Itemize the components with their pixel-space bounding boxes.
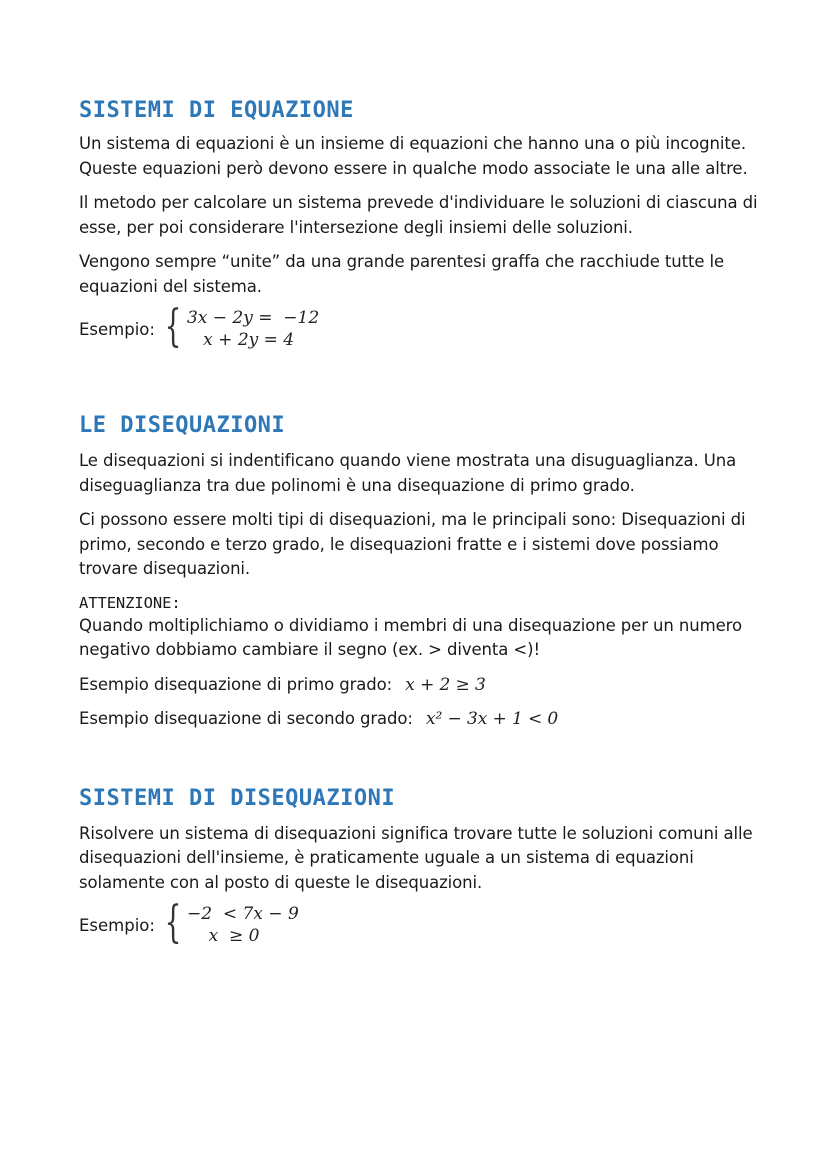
example-secondo-grado bbox=[79, 707, 759, 732]
equation-line: 3x − 2y = −12 bbox=[186, 308, 320, 328]
equation-line: x + 2y = 4 bbox=[186, 330, 295, 350]
inequality-math: x² − 3x + 1 < 0 bbox=[426, 709, 559, 729]
example-system-equazioni bbox=[79, 301, 759, 352]
example-label: Esempio: bbox=[79, 319, 155, 339]
inequality-line: x ≥ 0 bbox=[186, 926, 260, 946]
example-label: Esempio disequazione di secondo grado: bbox=[79, 709, 413, 728]
paragraph: Ci possono essere molti tipi di disequazioni, ma le principali sono: Disequazioni di primo, secondo e terzo grado, le disequazioni fratte e i sistemi dove possiamo trovare disequazioni. bbox=[79, 510, 746, 578]
paragraph: Il metodo per calcolare un sistema prevede d'individuare le soluzioni di ciascuna di esse, per poi considerare l'intersezione degli insiemi delle soluzioni. bbox=[79, 193, 758, 237]
example-primo-grado bbox=[79, 673, 759, 698]
paragraph: Le disequazioni si indentificano quando viene mostrata una disuguaglianza. Una diseguaglianza tra due polinomi è una disequazione di primo grado. bbox=[79, 451, 737, 495]
attention-text: Quando moltiplichiamo o dividiamo i membri di una disequazione per un numero negativo dobbiamo cambiare il segno (ex. > diventa <)! bbox=[79, 615, 742, 659]
curly-brace-icon: { bbox=[164, 897, 182, 948]
section-title-sistemi-disequazioni: SISTEMI DI DISEQUAZIONI bbox=[79, 785, 396, 811]
curly-brace-icon: { bbox=[164, 301, 182, 352]
inequality-system bbox=[187, 903, 299, 947]
paragraph: Vengono sempre “unite” da una grande parentesi graffa che racchiude tutte le equazioni del sistema. bbox=[79, 252, 725, 296]
paragraph: Un sistema di equazioni è un insieme di equazioni che hanno una o più incognite. Queste equazioni però devono essere in qualche modo associate le una alle altre. bbox=[79, 134, 748, 178]
attention-label: ATTENZIONE: bbox=[79, 593, 181, 612]
section-title-disequazioni: LE DISEQUAZIONI bbox=[79, 413, 286, 438]
document-page bbox=[79, 96, 759, 947]
example-label: Esempio: bbox=[79, 915, 155, 935]
inequality-math: x + 2 ≥ 3 bbox=[405, 674, 486, 695]
example-label: Esempio disequazione di primo grado: bbox=[79, 674, 393, 694]
inequality-line: −2 < 7x − 9 bbox=[186, 904, 299, 924]
equation-system bbox=[187, 307, 319, 351]
example-system-disequazioni bbox=[79, 897, 759, 948]
section-title-sistemi-equazione: SISTEMI DI EQUAZIONE bbox=[79, 98, 354, 123]
paragraph: Risolvere un sistema di disequazioni significa trovare tutte le soluzioni comuni alle disequazioni dell'insieme, è praticamente uguale a un sistema di equazioni solamente con al posto di queste le disequazioni. bbox=[79, 823, 753, 892]
